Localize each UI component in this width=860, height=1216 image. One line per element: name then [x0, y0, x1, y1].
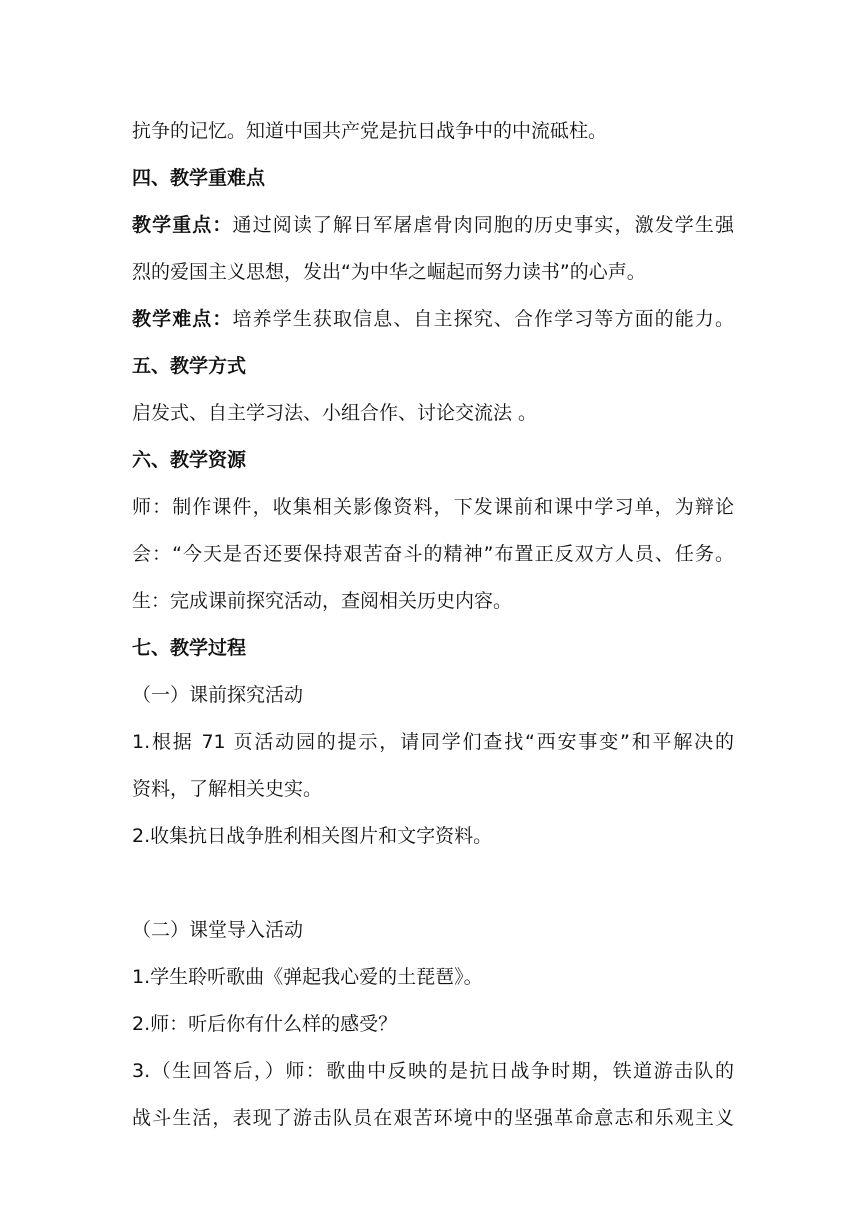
paragraph-line — [132, 206, 734, 244]
blank-line — [132, 864, 734, 911]
paragraph-line: 生：完成课前探究活动，查阅相关历史内容。 — [132, 590, 513, 612]
section-heading: 七、教学过程 — [132, 637, 247, 659]
section-heading: 四、教学重难点 — [132, 167, 266, 189]
paragraph-line: 资料，了解相关史实。 — [132, 778, 323, 800]
paragraph-line: 启发式、自主学习法、小组合作、讨论交流法 。 — [132, 402, 538, 424]
paragraph-line: 师：制作课件，收集相关影像资料，下发课前和课中学习单，为辩论 — [132, 496, 734, 518]
section-heading: 五、教学方式 — [132, 355, 247, 377]
difficulty-text: 培养学生获取信息、自主探究、合作学习等方面的能力。 — [232, 308, 734, 330]
paragraph-line: 战斗生活，表现了游击队员在艰苦环境中的坚强革命意志和乐观主义 — [132, 1107, 734, 1129]
paragraph-line: 2.师：听后你有什么样的感受？ — [132, 1013, 398, 1035]
subsection-heading: （一）课前探究活动 — [132, 684, 304, 706]
paragraph-line: 1.学生聆听歌曲《弹起我心爱的土琵琶》。 — [132, 966, 483, 988]
paragraph-line: 会：“今天是否还要保持艰苦奋斗的精神”布置正反双方人员、任务。 — [132, 543, 734, 565]
paragraph-line — [132, 300, 734, 338]
difficulty-label: 教学难点： — [132, 308, 233, 330]
paragraph-line: 1.根据 71 页活动园的提示，请同学们查找“西安事变”和平解决的 — [132, 731, 734, 753]
key-point-label: 教学重点： — [132, 214, 233, 236]
paragraph-line: 3.（生回答后，）师：歌曲中反映的是抗日战争时期，铁道游击队的 — [132, 1060, 734, 1082]
paragraph-line: 2.收集抗日战争胜利相关图片和文字资料。 — [132, 825, 493, 847]
subsection-heading: （二）课堂导入活动 — [132, 919, 304, 941]
section-heading: 六、教学资源 — [132, 449, 247, 471]
paragraph-line: 抗争的记忆。知道中国共产党是抗日战争中的中流砥柱。 — [132, 120, 608, 142]
paragraph-line: 烈的爱国主义思想，发出“为中华之崛起而努力读书”的心声。 — [132, 261, 646, 283]
key-point-text: 通过阅读了解日军屠虐骨肉同胞的历史事实，激发学生强 — [232, 214, 734, 236]
